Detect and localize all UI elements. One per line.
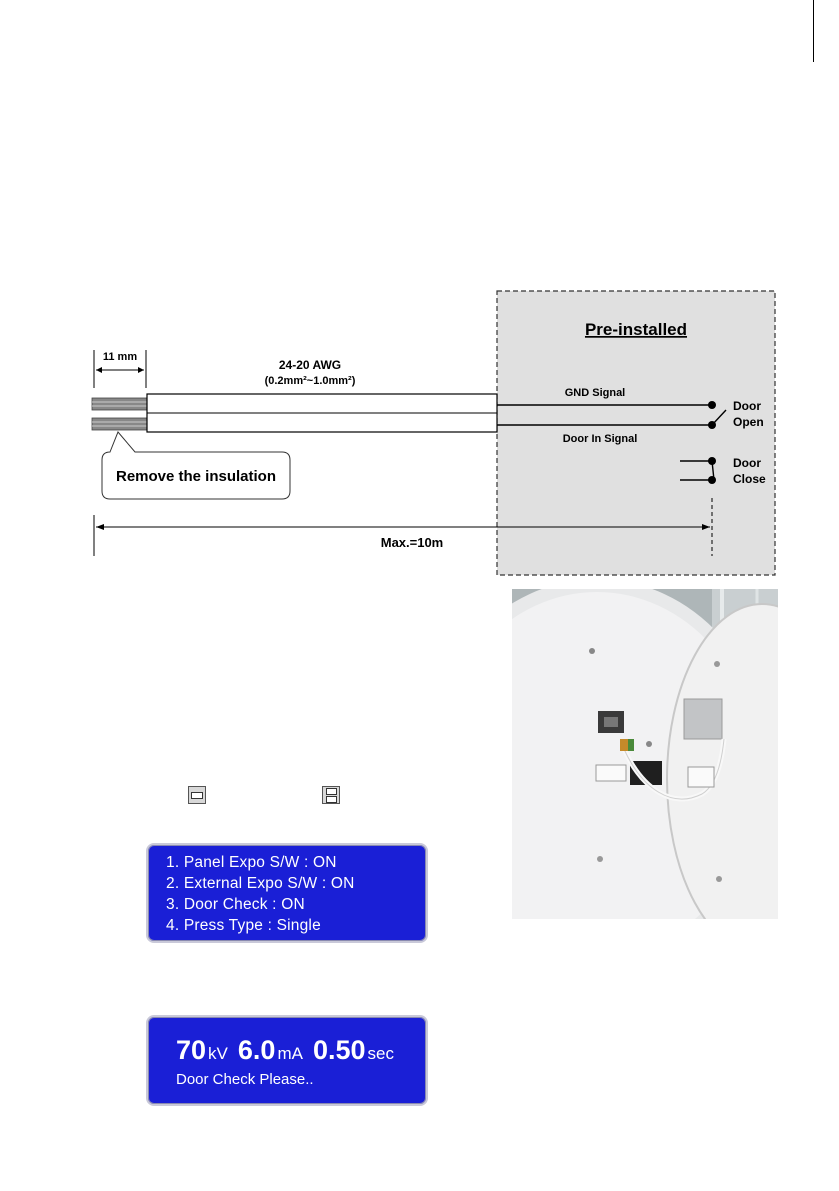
wire-gauge-label: 24-20 AWG (278, 358, 342, 372)
door-close-label-2: Close (733, 472, 766, 486)
callout-bubble (102, 432, 290, 499)
pre-installed-label: Pre-installed (584, 320, 688, 339)
door-in-signal-label: Door In Signal (562, 433, 638, 445)
sec-unit: sec (367, 1044, 394, 1063)
device-door-photo (512, 589, 778, 919)
save-button-icon (322, 786, 340, 804)
lcd-status-screen (146, 1015, 428, 1106)
door-open-label-1: Door (733, 399, 761, 413)
door-close-label-1: Door (733, 456, 761, 470)
gnd-signal-label: GND Signal (564, 387, 626, 399)
lcd-settings-line: 2. External Expo S/W : ON (166, 875, 355, 892)
door-open-label-2: Open (733, 415, 764, 429)
wire-area-label: (0.2mm²~1.0mm²) (264, 375, 356, 387)
lcd-settings-screen (146, 843, 428, 943)
callout-label: Remove the insulation (115, 468, 277, 485)
lcd-exposure-values (176, 1035, 394, 1066)
lcd-settings-line: 3. Door Check : ON (166, 896, 305, 913)
lcd-settings-line: 4. Press Type : Single (166, 917, 321, 934)
stripped-conductor-top (92, 398, 148, 410)
kv-unit: kV (208, 1044, 228, 1063)
ma-unit: mA (277, 1044, 303, 1063)
strip-length-label: 11 mm (102, 351, 138, 363)
lcd-settings-line: 1. Panel Expo S/W : ON (166, 854, 337, 871)
kv-value: 70 (176, 1035, 207, 1065)
sec-value: 0.50 (312, 1035, 366, 1065)
ma-value: 6.0 (237, 1035, 276, 1065)
max-length-label: Max.=10m (380, 535, 444, 550)
menu-button-icon (188, 786, 206, 804)
stripped-conductor-bottom (92, 418, 148, 430)
lcd-status-message: Door Check Please.. (176, 1071, 314, 1088)
